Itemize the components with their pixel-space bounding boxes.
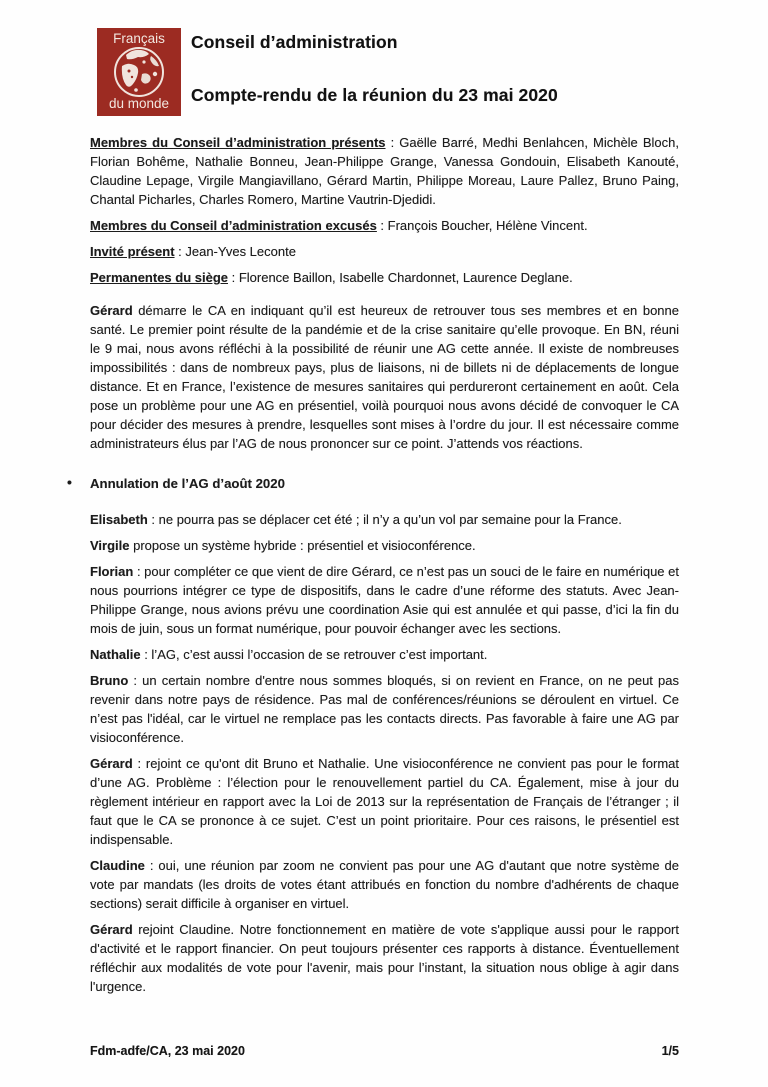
document-footer xyxy=(90,1044,679,1058)
document-subtitle: Compte-rendu de la réunion du 23 mai 2020 xyxy=(191,85,558,105)
bullet-icon: • xyxy=(67,474,72,490)
statement-text: : pour compléter ce que vient de dire Gérard, ce n’est pas un souci de le faire en numérique et nous pourrions intégrer ce type de dispositifs, dans le cadre d’une réforme des statuts. Avec Jean-Philippe Grange, nous avions prévu une coordination Asie qui est annulée et qui passe, d’ici la fin du mois de juin, sous un format numérique, pour pouvoir échanger avec les sections. xyxy=(90,564,679,636)
statement-text: propose un système hybride : présentiel et visioconférence. xyxy=(129,538,476,553)
statement-claudine xyxy=(90,856,679,913)
footer-reference: Fdm-adfe/CA, 23 mai 2020 xyxy=(90,1044,245,1058)
statement-speaker: Gérard xyxy=(90,922,133,937)
statement-text: : un certain nombre d'entre nous sommes bloqués, si on revient en France, on ne peut pas revenir dans notre pays de résidence. Pas mal de conférences/réunions se déroulent en virtuel. Ce n’est pas l'idéal, car le virtuel ne remplace pas les contacts directs. Pas favorable à faire une AG par visioconférence. xyxy=(90,673,679,745)
page-number: 1/5 xyxy=(661,1044,679,1058)
statement-gerard-2 xyxy=(90,920,679,996)
statement-text: : oui, une réunion par zoom ne convient pas pour une AG d'autant que notre système de vote par mandats (les droits de votes étant attribués en fonction du nombre d'adhérents de chaque sections) serait difficile à organiser en virtuel. xyxy=(90,858,679,911)
attendance-present-names: : Gaëlle Barré, Medhi Benlahcen, Michèle Bloch, Florian Bohême, Nathalie Bonneu, Jean-Philippe Grange, Vanessa Gondouin, Elisabeth Kanouté, Claudine Lepage, Virgile Mangiavillano, Gérard Martin, Philippe Moreau, Laure Pallez, Bruno Paing, Chantal Picharles, Charles Romero, Martine Vautrin-Djedidi. xyxy=(90,135,679,207)
attendance-staff-label: Permanentes du siège xyxy=(90,270,228,285)
attendance-guest xyxy=(90,242,679,261)
intro-text: démarre le CA en indiquant qu’il est heureux de retrouver tous ses membres et en bonne santé. Le premier point résulte de la pandémie et de la crise sanitaire qu’elle provoque. En BN, réuni le 9 mai, nous avons réfléchi à la possibilité de réunir une AG cette année. Il existe de nombreuses impossibilités : dans de nombreux pays, plus de liaisons, ni de billets ni de déplacements de longue distance. Et en France, l’existence de mesures sanitaires qui perdureront certainement en août. Cela pose un problème pour une AG en présentiel, voilà pourquoi nous avons décidé de convoquer le CA pour décider des mesures à prendre, lesquelles sont mises à l’ordre du jour. Il est nécessaire comme administrateurs élus par l’AG de nous prononcer sur ce point. J’attends vos réactions. xyxy=(90,303,679,451)
attendance-present xyxy=(90,133,679,209)
attendance-staff-names: : Florence Baillon, Isabelle Chardonnet, Laurence Deglane. xyxy=(228,270,573,285)
statement-speaker: Elisabeth xyxy=(90,512,148,527)
logo-text-bottom: du monde xyxy=(108,96,170,111)
attendance-guest-label: Invité présent xyxy=(90,244,175,259)
attendance-excused-names: : François Boucher, Hélène Vincent. xyxy=(376,218,588,233)
attendance-excused xyxy=(90,216,679,235)
intro-paragraph xyxy=(90,301,679,453)
statement-speaker: Nathalie xyxy=(90,647,141,662)
org-logo xyxy=(97,28,181,116)
statement-elisabeth xyxy=(90,510,679,529)
document-header xyxy=(0,0,768,116)
statement-text: : ne pourra pas se déplacer cet été ; il n’y a qu’un vol par semaine pour la France. xyxy=(147,512,622,527)
statement-text: : rejoint ce qu'ont dit Bruno et Nathalie. Une visioconférence ne convient pas pour le format d’une AG. Problème : l’élection pour le renouvellement partiel du CA. Également, mise à jour du règlement intérieur en rapport avec la Loi de 2013 sur la représentation de Français de l’étranger ; il faut que le CA se prononce à ce sujet. C’est un point prioritaire. Pour ces raisons, le présentiel est indispensable. xyxy=(90,756,679,847)
statement-speaker: Bruno xyxy=(90,673,129,688)
intro-speaker: Gérard xyxy=(90,303,133,318)
statement-gerard-1 xyxy=(90,754,679,849)
logo-text-top: Français xyxy=(113,31,165,46)
attendance-staff xyxy=(90,268,679,287)
statement-nathalie xyxy=(90,645,679,664)
statement-text: : l’AG, c’est aussi l’occasion de se retrouver c’est important. xyxy=(140,647,488,662)
title-block xyxy=(191,28,558,106)
statement-text: rejoint Claudine. Notre fonctionnement en matière de vote s'applique aussi pour le rapport d'activité et le rapport financier. On peut toujours présenter ces rapports à distance. Éventuellement réfléchir aux modalités de vote pour l'avenir, mais pour l’instant, la situation nous oblige à agir dans l'urgence. xyxy=(90,922,679,994)
section-heading-label: Annulation de l’AG d’août 2020 xyxy=(90,476,285,491)
statement-speaker: Gérard xyxy=(90,756,133,771)
statement-virgile xyxy=(90,536,679,555)
statement-florian xyxy=(90,562,679,638)
statement-speaker: Claudine xyxy=(90,858,145,873)
statement-bruno xyxy=(90,671,679,747)
document-body xyxy=(67,133,679,996)
statement-speaker: Virgile xyxy=(90,538,130,553)
document-title: Conseil d’administration xyxy=(191,32,398,52)
attendance-excused-label: Membres du Conseil d’administration excusés xyxy=(90,218,377,233)
section-heading xyxy=(67,474,679,493)
attendance-present-label: Membres du Conseil d’administration présents xyxy=(90,135,386,150)
attendance-guest-names: : Jean-Yves Leconte xyxy=(174,244,296,259)
globe-icon xyxy=(111,44,167,100)
statement-speaker: Florian xyxy=(90,564,134,579)
